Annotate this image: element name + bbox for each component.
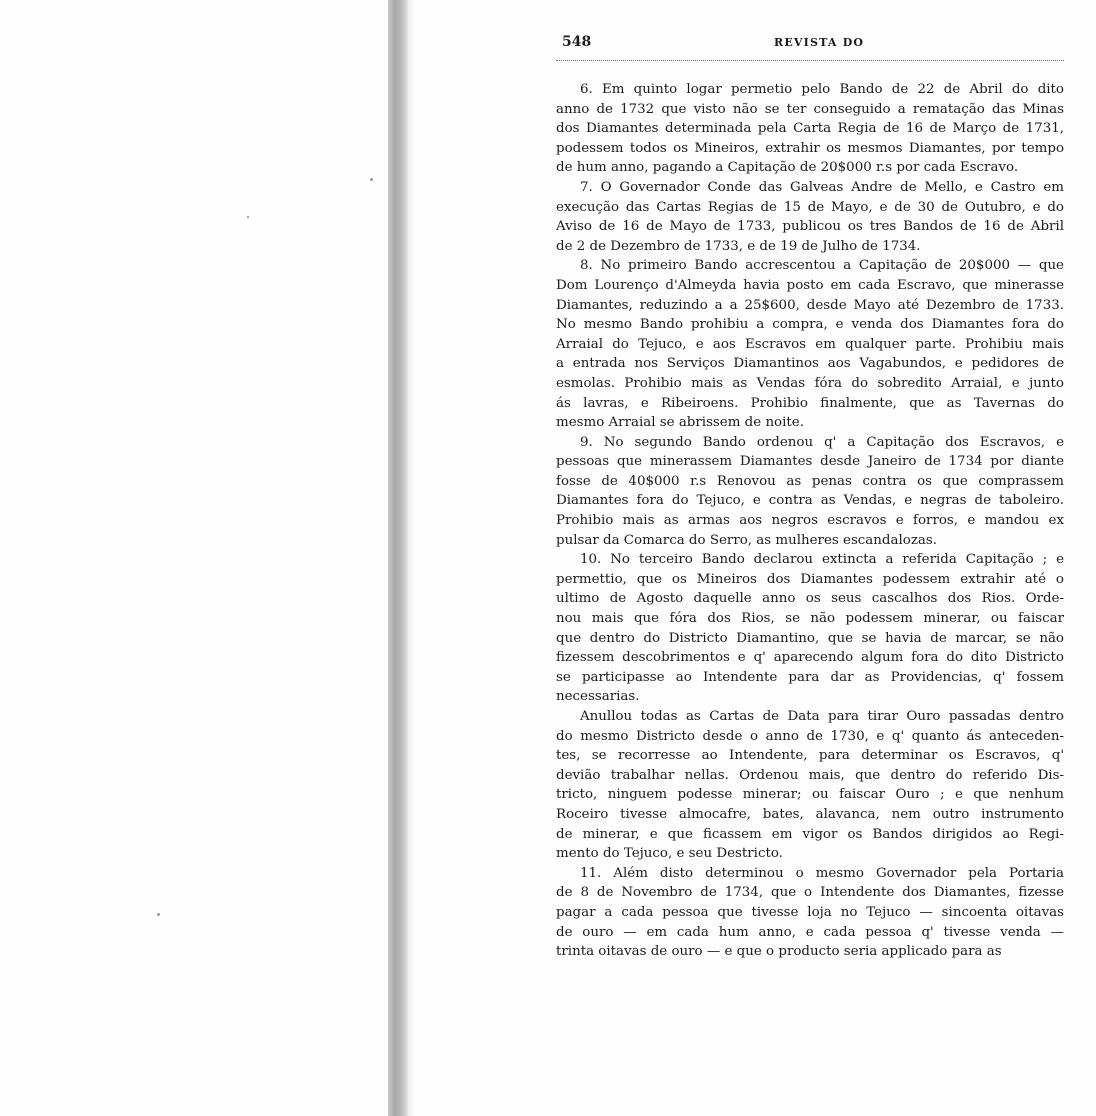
- text-line: esmolas. Prohibio mais as Vendas fóra do sobredito Arraial, e junto: [556, 375, 1064, 391]
- text-line: Diamantes fora do Tejuco, e contra as Vendas, e negras de taboleiro.: [556, 493, 1064, 509]
- text-line: podessem todos os Mineiros, extrahir os mesmos Diamantes, por tempo: [556, 140, 1064, 156]
- scan-speck: [370, 178, 373, 181]
- text-line: trinta oitavas de ouro — e que o producto seria applicado para as: [556, 944, 1002, 960]
- text-line: mento do Tejuco, e seu Destricto.: [556, 846, 783, 862]
- page-text-column: [556, 30, 1064, 962]
- text-line: 9. No segundo Bando ordenou q' a Capitação dos Escravos, e: [580, 434, 1064, 450]
- text-line: 10. No terceiro Bando declarou extincta a referida Capitação ; e: [580, 552, 1064, 568]
- paragraph: [556, 707, 1064, 864]
- text-line: fosse de 40$000 r.s Renovou as penas contra os que comprassem: [556, 473, 1064, 489]
- text-line: de 8 de Novembro de 1734, que o Intendente dos Diamantes, fizesse: [556, 885, 1064, 901]
- paragraph: [556, 178, 1064, 256]
- text-line: permettio, que os Mineiros dos Diamantes podessem extrahir até o: [556, 571, 1064, 587]
- text-line: Arraial do Tejuco, e aos Escravos em qualquer parte. Prohibiu mais: [556, 336, 1064, 352]
- page-header: [556, 30, 1064, 54]
- text-line: ás lavras, e Ribeiroens. Prohibio finalmente, que as Tavernas do: [556, 395, 1064, 411]
- text-line: tricto, ninguem podesse minerar; ou faiscar Ouro ; e que nenhum: [556, 787, 1064, 803]
- text-line: Aviso de 16 de Mayo de 1733, publicou os tres Bandos de 16 de Abril: [556, 219, 1064, 235]
- text-line: tes, se recorresse ao Intendente, para determinar os Escravos, q': [556, 748, 1064, 764]
- text-line: do mesmo Districto desde o anno de 1730, e q' quanto ás anteceden-: [556, 728, 1064, 744]
- text-line: 11. Além disto determinou o mesmo Governador pela Portaria: [580, 865, 1064, 881]
- text-line: 8. No primeiro Bando accrescentou a Capitação de 20$000 — que: [580, 258, 1064, 274]
- text-line: de hum anno, pagando a Capitação de 20$000 r.s por cada Escravo.: [556, 160, 1019, 176]
- text-line: de 2 de Dezembro de 1733, e de 19 de Julho de 1734.: [556, 238, 921, 254]
- gutter-edge: [408, 0, 416, 1116]
- scan-speck: [247, 216, 249, 218]
- header-rule: [556, 60, 1064, 62]
- text-line: Diamantes, reduzindo a a 25$600, desde Mayo até Dezembro de 1733.: [556, 297, 1064, 313]
- text-line: de minerar, e que ficassem em vigor os Bandos dirigidos ao Regi-: [556, 826, 1064, 842]
- text-line: Dom Lourenço d'Almeyda havia posto em cada Escravo, que minerasse: [556, 277, 1064, 293]
- paragraph: [556, 864, 1064, 962]
- paragraph: [556, 80, 1064, 178]
- running-title: REVISTA DO: [774, 36, 865, 49]
- text-line: 6. Em quinto logar permetio pelo Bando de 22 de Abril do dito: [580, 82, 1064, 97]
- paragraph: [556, 550, 1064, 707]
- text-line: pulsar da Comarca do Serro, as mulheres escandalozas.: [556, 532, 937, 548]
- text-line: de ouro — em cada hum anno, e cada pessoa q' tivesse venda —: [556, 924, 1064, 940]
- text-line: No mesmo Bando prohibiu a compra, e venda dos Diamantes fora do: [556, 317, 1064, 333]
- text-line: Roceiro tivesse almocafre, bates, alavanca, nem outro instrumento: [556, 806, 1064, 822]
- text-line: ultimo de Agosto daquelle anno os seus cascalhos dos Rios. Orde-: [556, 591, 1064, 607]
- text-line: anno de 1732 que visto não se ter conseguido a rematação das Minas: [556, 101, 1064, 117]
- text-line: se participasse ao Intendente para dar as Providencias, q' fossem: [556, 669, 1064, 685]
- text-line: mesmo Arraial se abrissem de noite.: [556, 415, 804, 431]
- text-line: Prohibio mais as armas aos negros escravos e forros, e mandou ex: [556, 513, 1064, 529]
- text-line: pessoas que minerassem Diamantes desde Janeiro de 1734 por diante: [556, 454, 1064, 470]
- text-line: devião trabalhar nellas. Ordenou mais, que dentro do referido Dis-: [556, 767, 1064, 783]
- body-text: [556, 80, 1064, 962]
- text-line: que dentro do Districto Diamantino, que se havia de marcar, se não: [556, 630, 1064, 646]
- paragraph: [556, 256, 1064, 432]
- page-number: 548: [562, 34, 592, 50]
- text-line: fizessem descobrimentos e q' aparecendo algum fora do dito Districto: [556, 650, 1064, 666]
- text-line: necessarias.: [556, 689, 640, 705]
- paragraph: [556, 433, 1064, 551]
- scan-speck: [157, 913, 160, 916]
- text-line: Anullou todas as Cartas de Data para tirar Ouro passadas dentro: [580, 709, 1064, 724]
- text-line: execução das Cartas Regias de 15 de Mayo, e de 30 de Outubro, e do: [556, 199, 1064, 215]
- text-line: nou mais que fóra dos Rios, se não podessem minerar, ou faiscar: [556, 611, 1064, 627]
- text-line: dos Diamantes determinada pela Carta Regia de 16 de Março de 1731,: [556, 121, 1064, 137]
- book-gutter-shadow: [388, 0, 408, 1116]
- text-line: 7. O Governador Conde das Galveas Andre de Mello, e Castro em: [580, 179, 1064, 195]
- text-line: a entrada nos Serviços Diamantinos aos Vagabundos, e pedidores de: [556, 356, 1064, 372]
- text-line: pagar a cada pessoa que tivesse loja no Tejuco — sincoenta oitavas: [556, 904, 1064, 920]
